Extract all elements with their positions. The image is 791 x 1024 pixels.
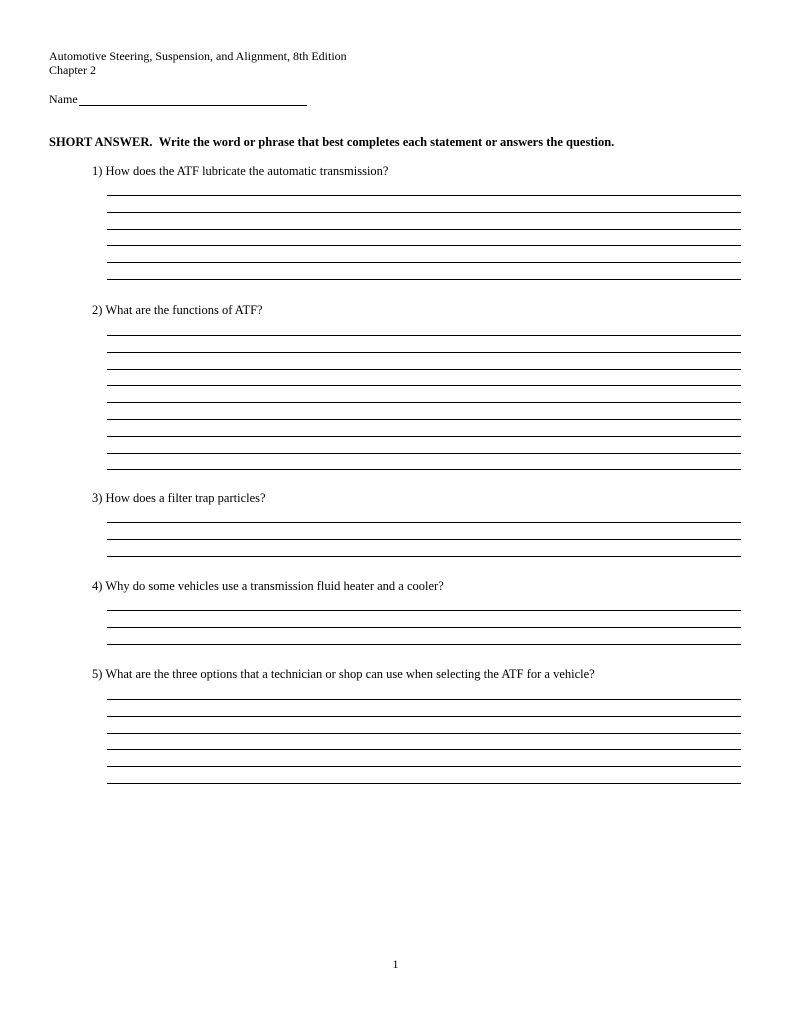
name-label: Name bbox=[49, 92, 78, 106]
answer-line[interactable] bbox=[107, 436, 741, 437]
answer-line[interactable] bbox=[107, 419, 741, 420]
answer-line[interactable] bbox=[107, 279, 741, 280]
answer-line[interactable] bbox=[107, 262, 741, 263]
question-number: 1) bbox=[92, 164, 103, 178]
answer-line[interactable] bbox=[107, 385, 741, 386]
answer-line[interactable] bbox=[107, 212, 741, 213]
question-text: How does a filter trap particles? bbox=[105, 491, 266, 505]
page-number: 1 bbox=[392, 957, 399, 971]
question-3-prompt bbox=[92, 491, 266, 505]
answer-line[interactable] bbox=[107, 627, 741, 628]
answer-line[interactable] bbox=[107, 335, 741, 336]
answer-line[interactable] bbox=[107, 733, 741, 734]
answer-line[interactable] bbox=[107, 610, 741, 611]
question-text: How does the ATF lubricate the automatic transmission? bbox=[105, 164, 389, 178]
question-1-prompt bbox=[92, 164, 388, 178]
answer-line[interactable] bbox=[107, 716, 741, 717]
question-5-prompt bbox=[92, 667, 595, 681]
answer-line[interactable] bbox=[107, 369, 741, 370]
answer-line[interactable] bbox=[107, 229, 741, 230]
answer-lines-4[interactable] bbox=[107, 610, 741, 660]
answer-line[interactable] bbox=[107, 522, 741, 523]
answer-line[interactable] bbox=[107, 699, 741, 700]
instructions-text: Write the word or phrase that best completes each statement or answers the question. bbox=[158, 135, 615, 149]
answer-line[interactable] bbox=[107, 556, 741, 557]
answer-line[interactable] bbox=[107, 245, 741, 246]
answer-lines-2[interactable] bbox=[107, 335, 741, 486]
question-text: Why do some vehicles use a transmission fluid heater and a cooler? bbox=[105, 579, 444, 593]
answer-line[interactable] bbox=[107, 644, 741, 645]
answer-line[interactable] bbox=[107, 195, 741, 196]
answer-line[interactable] bbox=[107, 766, 741, 767]
question-text: What are the three options that a technician or shop can use when selecting the ATF for a vehicle? bbox=[105, 667, 595, 681]
answer-line[interactable] bbox=[107, 539, 741, 540]
answer-lines-3[interactable] bbox=[107, 522, 741, 572]
answer-line[interactable] bbox=[107, 453, 741, 454]
question-number: 2) bbox=[92, 303, 103, 317]
question-4-prompt bbox=[92, 579, 444, 593]
answer-line[interactable] bbox=[107, 749, 741, 750]
chapter-label: Chapter 2 bbox=[49, 63, 96, 77]
question-2-prompt bbox=[92, 303, 263, 317]
question-number: 4) bbox=[92, 579, 103, 593]
question-number: 3) bbox=[92, 491, 103, 505]
question-number: 5) bbox=[92, 667, 103, 681]
question-text: What are the functions of ATF? bbox=[105, 303, 263, 317]
page-header bbox=[49, 49, 347, 77]
instructions bbox=[49, 135, 614, 149]
answer-lines-1[interactable] bbox=[107, 195, 741, 296]
answer-lines-5[interactable] bbox=[107, 699, 741, 800]
section-heading: SHORT ANSWER. bbox=[49, 135, 153, 149]
answer-line[interactable] bbox=[107, 469, 741, 470]
answer-line[interactable] bbox=[107, 402, 741, 403]
answer-line[interactable] bbox=[107, 783, 741, 784]
book-title: Automotive Steering, Suspension, and Alignment, 8th Edition bbox=[49, 49, 347, 63]
name-row bbox=[49, 92, 307, 106]
answer-line[interactable] bbox=[107, 352, 741, 353]
name-field[interactable] bbox=[79, 93, 307, 106]
